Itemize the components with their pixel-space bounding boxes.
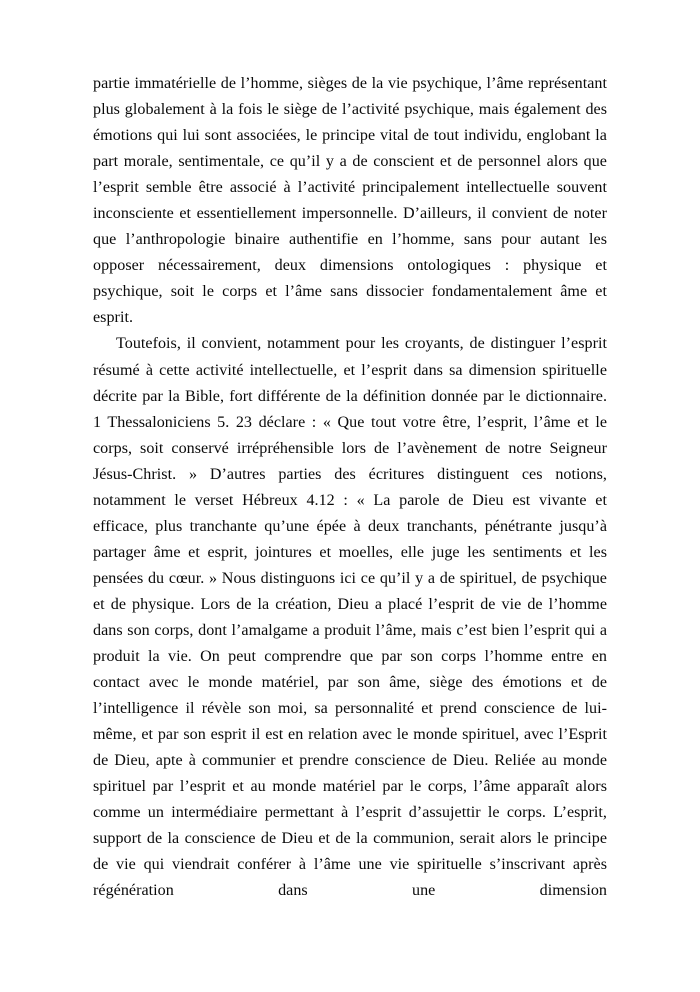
paragraph-continued-from-previous-page: partie immatérielle de l’homme, sièges de la vie psychique, l’âme représentant plus globalement à la fois le siège de l’activité psychique, mais également des émotions qui lui sont associées, le principe vital de tout individu, englobant la part morale, sentimentale, ce qu’il y a de conscient et de personnel alors que l’esprit semble être associé à l’activité principalement intellectuelle souvent inconsciente et essentiellement impersonnelle. D’ailleurs, il convient de noter que l’anthropologie binaire authentifie en l’homme, sans pour autant les opposer nécessairement, deux dimensions ontologiques : physique et psychique, soit le corps et l’âme sans dissocier fondamentalement âme et esprit.: [93, 75, 607, 327]
paragraph-toutefois: Toutefois, il convient, notamment pour les croyants, de distinguer l’esprit résumé à cette activité intellectuelle, et l’esprit dans sa dimension spirituelle décrite par la Bible, fort différente de la définition donnée par le dictionnaire. 1 Thessaloniciens 5. 23 déclare : « Que tout votre être, l’esprit, l’âme et le corps, soit conservé irrépréhensible lors de l’avènement de notre Seigneur Jésus-Christ. » D’autres parties des écritures distinguent ces notions, notamment le verset Hébreux 4.12 : « La parole de Dieu est vivante et efficace, plus tranchante qu’une épée à deux tranchants, pénétrante jusqu’à partager âme et esprit, jointures et moelles, elle juge les sentiments et les pensées du cœur. » Nous distinguons ici ce qu’il y a de spirituel, de psychique et de physique. Lors de la création, Dieu a placé l’esprit de vie de l’homme dans son corps, dont l’amalgame a produit l’âme, mais c’est bien l’esprit qui a produit la vie. On peut comprendre que par son corps l’homme entre en contact avec le monde matériel, par son âme, siège des émotions et de l’intelligence il révèle son moi, sa personnalité et prend conscience de lui-même, et par son esprit il est en relation avec le monde spirituel, avec l’Esprit de Dieu, apte à communier et prendre conscience de Dieu. Reliée au monde spirituel par l’esprit et au monde matériel par le corps, l’âme apparaît alors comme un intermédiaire permettant à l’esprit d’assujettir le corps. L’esprit, support de la conscience de Dieu et de la communion, serait alors le principe de vie qui viendrait conférer à l’âme une vie spirituelle s’inscrivant après régénération dans une dimension: [93, 335, 607, 900]
text-column: [93, 71, 607, 931]
